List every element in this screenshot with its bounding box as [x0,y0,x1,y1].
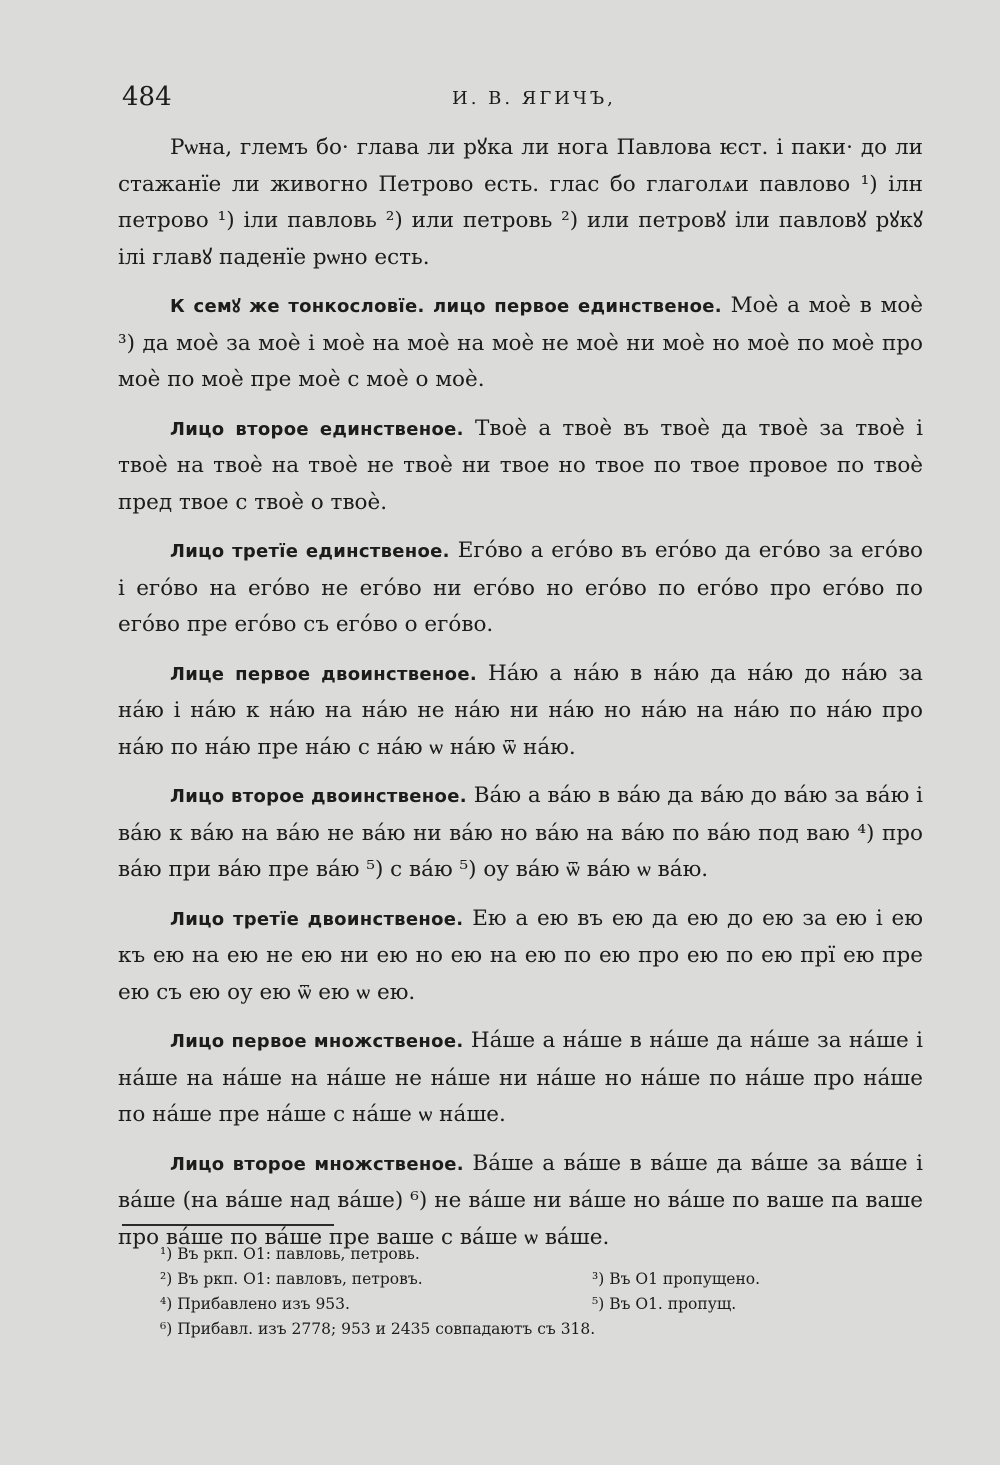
main-text [118,130,923,1268]
footnote-divider [122,1224,334,1226]
paragraph-text: Его́во а его́во въ его́во да его́во за его́во і его́во на его́во не его́во ни его́во но его́во по его́во про его́во по его́во пре его́во съ его́во о его́во. [118,538,924,637]
paragraph-heading: Лицо второе двоинственое. [170,786,467,807]
footnote: ⁶) Прибавл. изъ 2778; 953 и 2435 совпадаютъ съ 318. [160,1320,596,1338]
paragraph-text: На́ю а на́ю в на́ю да на́ю до на́ю за на́ю і на́ю к на́ю на на́ю не на́ю ни на́ю но на́ю на на́ю по на́ю про на́ю по на́ю пре на́ю с на́ю ѡ на́ю ѿ на́ю. [118,660,923,760]
paragraph-heading: К семꙋ же тонкословїе. лицо первое единственое. [170,296,722,317]
paragraph [118,656,923,767]
footnote-row [160,1292,840,1317]
footnote: ¹) Въ ркп. О1: павловь, петровь. [160,1245,420,1263]
paragraph-text: Рѡна, глемъ бо· глава ли рꙋка ли нога Павлова ѥст. і паки· до ли стажанїе ли живогно Петрово есть. глас бо глаголѧи павлово ¹) ілн петрово ¹) іли павловь ²) или петровь ²) или петровꙋ іли павловꙋ рꙋкꙋ ілі главꙋ паденїе рѡно есть. [118,135,923,270]
paragraph [118,288,923,399]
footnote: ²) Въ ркп. О1: павловъ, петровъ. [160,1270,423,1288]
paragraph [118,411,923,522]
paragraph-text: Моѐ а моѐ в моѐ ³) да моѐ за моѐ і моѐ на моѐ на моѐ не моѐ ни моѐ но моѐ по моѐ про моѐ по моѐ пре моѐ с моѐ о моѐ. [118,293,923,392]
paragraph-text: На́ше а на́ше в на́ше да на́ше за на́ше і на́ше на на́ше на на́ше не на́ше ни на́ше но на́ше по на́ше про на́ше по на́ше пре на́ше с на́ше ѡ на́ше. [118,1028,923,1127]
paragraph [118,901,923,1012]
paragraph-heading: Лицо третїе двоинственое. [170,908,464,930]
footnote: ⁴) Прибавлено изъ 953. [160,1295,350,1313]
page-number: 484 [122,82,172,112]
paragraph-heading: Лицо первое множственое. [170,1031,464,1052]
footnote: ³) Въ О1 пропущено. [592,1270,761,1288]
footnote-row [160,1267,840,1292]
paragraph [118,1146,923,1257]
paragraph [118,533,923,644]
paragraph-heading: Лице первое двоинственое. [170,663,477,685]
running-title: И. В. ЯГИЧЪ, [452,88,616,109]
paragraph-heading: Лицо второе множственое. [170,1153,464,1175]
paragraph-text: Ва́ше а ва́ше в ва́ше да ва́ше за ва́ше і ва́ше (на ва́ше над ва́ше) ⁶) не ва́ше ни ва́ше но ва́ше по ваше па ваше про ва́ше по ва́ше пре ваше с ва́ше ѡ ва́ше. [118,1150,923,1250]
paragraph-heading: Лицо второе единственое. [170,418,464,440]
footnote: ⁵) Въ О1. пропущ. [592,1295,737,1313]
paragraph-text: Ею а ею въ ею да ею до ею за ею і ею къ ею на ею не ею ни ею но ею на ею по ею про ею по ею прї ею пре ею съ ею оу ею ѿ ею ѡ ею. [118,905,923,1005]
paragraph [118,1023,923,1134]
paragraph-text: Ва́ю а ва́ю в ва́ю да ва́ю до ва́ю за ва́ю і ва́ю к ва́ю на ва́ю не ва́ю ни ва́ю но ва́ю на ва́ю по ва́ю под ваю ⁴) про ва́ю при ва́ю пре ва́ю ⁵) с ва́ю ⁵) оу ва́ю ѿ ва́ю ѡ ва́ю. [118,783,923,882]
paragraph-heading: Лицо третїе единственое. [170,541,450,562]
paragraph [118,778,923,889]
paragraph [118,130,923,276]
paragraph-text: Твоѐ а твоѐ въ твоѐ да твоѐ за твоѐ і твоѐ на твоѐ на твоѐ не твоѐ ни твое но твое по твое провое по твоѐ пред твое с твоѐ о твоѐ. [118,415,923,515]
footnotes [160,1242,840,1342]
page-header [122,82,922,122]
